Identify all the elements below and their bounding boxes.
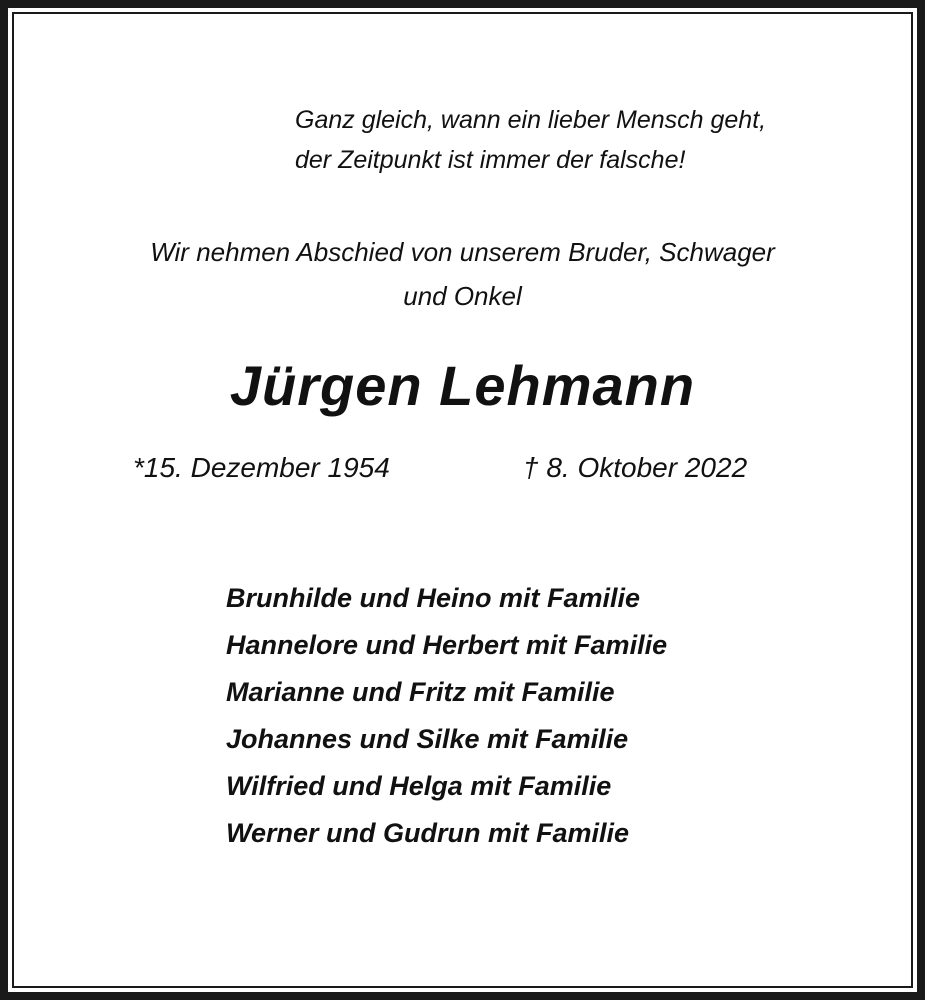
quote-line-2: der Zeitpunkt ist immer der falsche! xyxy=(295,146,686,174)
deceased-name: Jürgen Lehmann xyxy=(229,354,696,417)
farewell-text xyxy=(40,230,885,318)
mourner-entry: Hannelore und Herbert mit Familie xyxy=(226,630,668,660)
death-date: † 8. Oktober 2022 xyxy=(523,452,748,483)
farewell-line-2: und Onkel xyxy=(403,281,522,311)
mourner-entry: Marianne und Fritz mit Familie xyxy=(226,677,615,707)
mourner-entry: Werner und Gudrun mit Familie xyxy=(226,818,630,848)
farewell-line-1: Wir nehmen Abschied von unserem Bruder, Schwager xyxy=(150,237,775,267)
mourner-entry: Brunhilde und Heino mit Familie xyxy=(226,583,641,613)
quote-line-1: Ganz gleich, wann ein lieber Mensch geht, xyxy=(295,106,767,134)
opening-quote xyxy=(295,100,875,180)
birth-date: *15. Dezember 1954 xyxy=(133,452,390,483)
mourner-entry: Johannes und Silke mit Familie xyxy=(226,724,629,754)
mourners-list xyxy=(226,575,667,857)
mourner-entry: Wilfried und Helga mit Familie xyxy=(226,771,612,801)
